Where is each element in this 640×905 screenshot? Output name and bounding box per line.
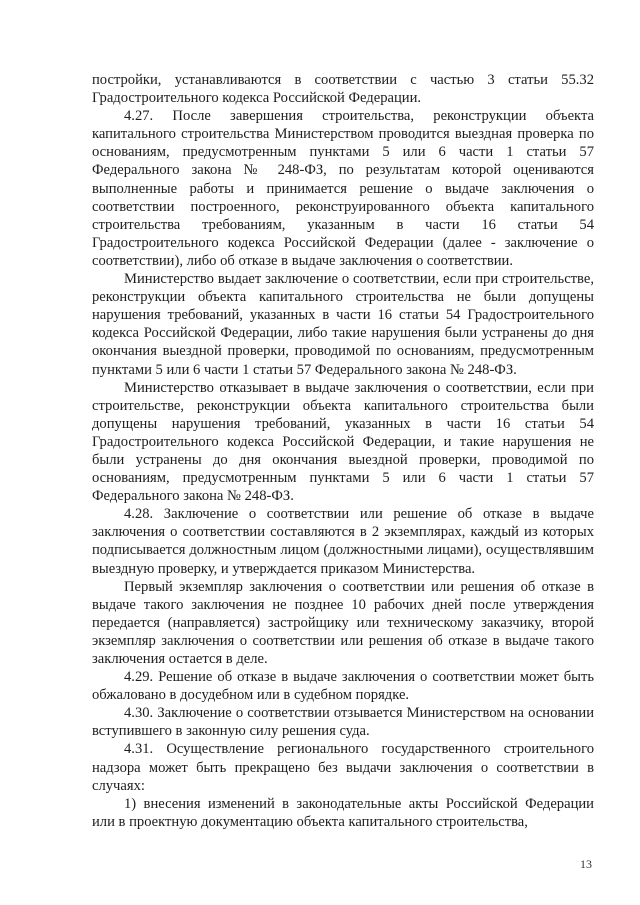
paragraph-4-30: 4.30. Заключение о соответствии отзывается Министерством на основании вступившего в законную силу решения суда. (92, 705, 594, 740)
paragraph-first-copy: Первый экземпляр заключения о соответствии или решения об отказе в выдаче такого заключения не позднее 10 рабочих дней после утверждения передается (направляется) застройщику или техническому заказчику, второй экземпляр заключения о соответствии или решения об отказе в выдаче такого заключения остается в деле. (92, 578, 594, 667)
paragraph-4-29: 4.29. Решение об отказе в выдаче заключения о соответствии может быть обжаловано в досудебном или в судебном порядке. (92, 669, 594, 704)
paragraph-issue-conditions: Министерство выдает заключение о соответствии, если при строительстве, реконструкции объекта капитального строительства не были допущены нарушения требований, указанных в части 16 статьи 54 Градостроительного кодекса Российской Федерации, либо такие нарушения были устранены до дня окончания выездной проверки, проводимой по основаниям, предусмотренным пунктами 5 или 6 части 1 статьи 57 Федерального закона № 248-ФЗ. (92, 271, 594, 378)
paragraph-4-31: 4.31. Осуществление регионального государственного строительного надзора может быть прекращено без выдачи заключения о соответствии в случаях: (92, 741, 594, 794)
paragraph-continuation: постройки, устанавливаются в соответствии с частью 3 статьи 55.32 Градостроительного кодекса Российской Федерации. (92, 72, 594, 107)
list-item-1: 1) внесения изменений в законодательные акты Российской Федерации или в проектную документацию объекта капитального строительства, (92, 795, 594, 830)
paragraph-refusal-conditions: Министерство отказывает в выдаче заключения о соответствии, если при строительстве, реконструкции объекта капитального строительства были допущены нарушения требований, указанных в части 16 статьи 54 Градостроительного кодекса Российской Федерации, и такие нарушения не были устранены до дня окончания выездной проверки, проводимой по основаниям, предусмотренным пунктами 5 или 6 части 1 статьи 57 Федерального закона № 248-ФЗ. (92, 379, 594, 505)
page-number: 13 (580, 857, 592, 871)
paragraph-4-28: 4.28. Заключение о соответствии или решение об отказе в выдаче заключения о соответствии составляются в 2 экземплярах, каждый из которых подписывается должностным лицом (должностными лицами), осуществлявшим выездную проверку, и утверждается приказом Министерства. (92, 506, 594, 577)
paragraph-4-27: 4.27. После завершения строительства, реконструкции объекта капитального строительства Министерством проводится выездная проверка по основаниям, предусмотренным пунктами 5 или 6 части 1 статьи 57 Федерального закона № 248-ФЗ, по результатам которой оцениваются выполненные работы и принимается решение о выдаче заключения о соответствии построенного, реконструированного объекта капитального строительства требованиям, указанным в части 16 статьи 54 Градостроительного кодекса Российской Федерации (далее - заключение о соответствии), либо об отказе в выдаче заключения о соответствии. (92, 108, 594, 269)
document-body (92, 71, 594, 831)
